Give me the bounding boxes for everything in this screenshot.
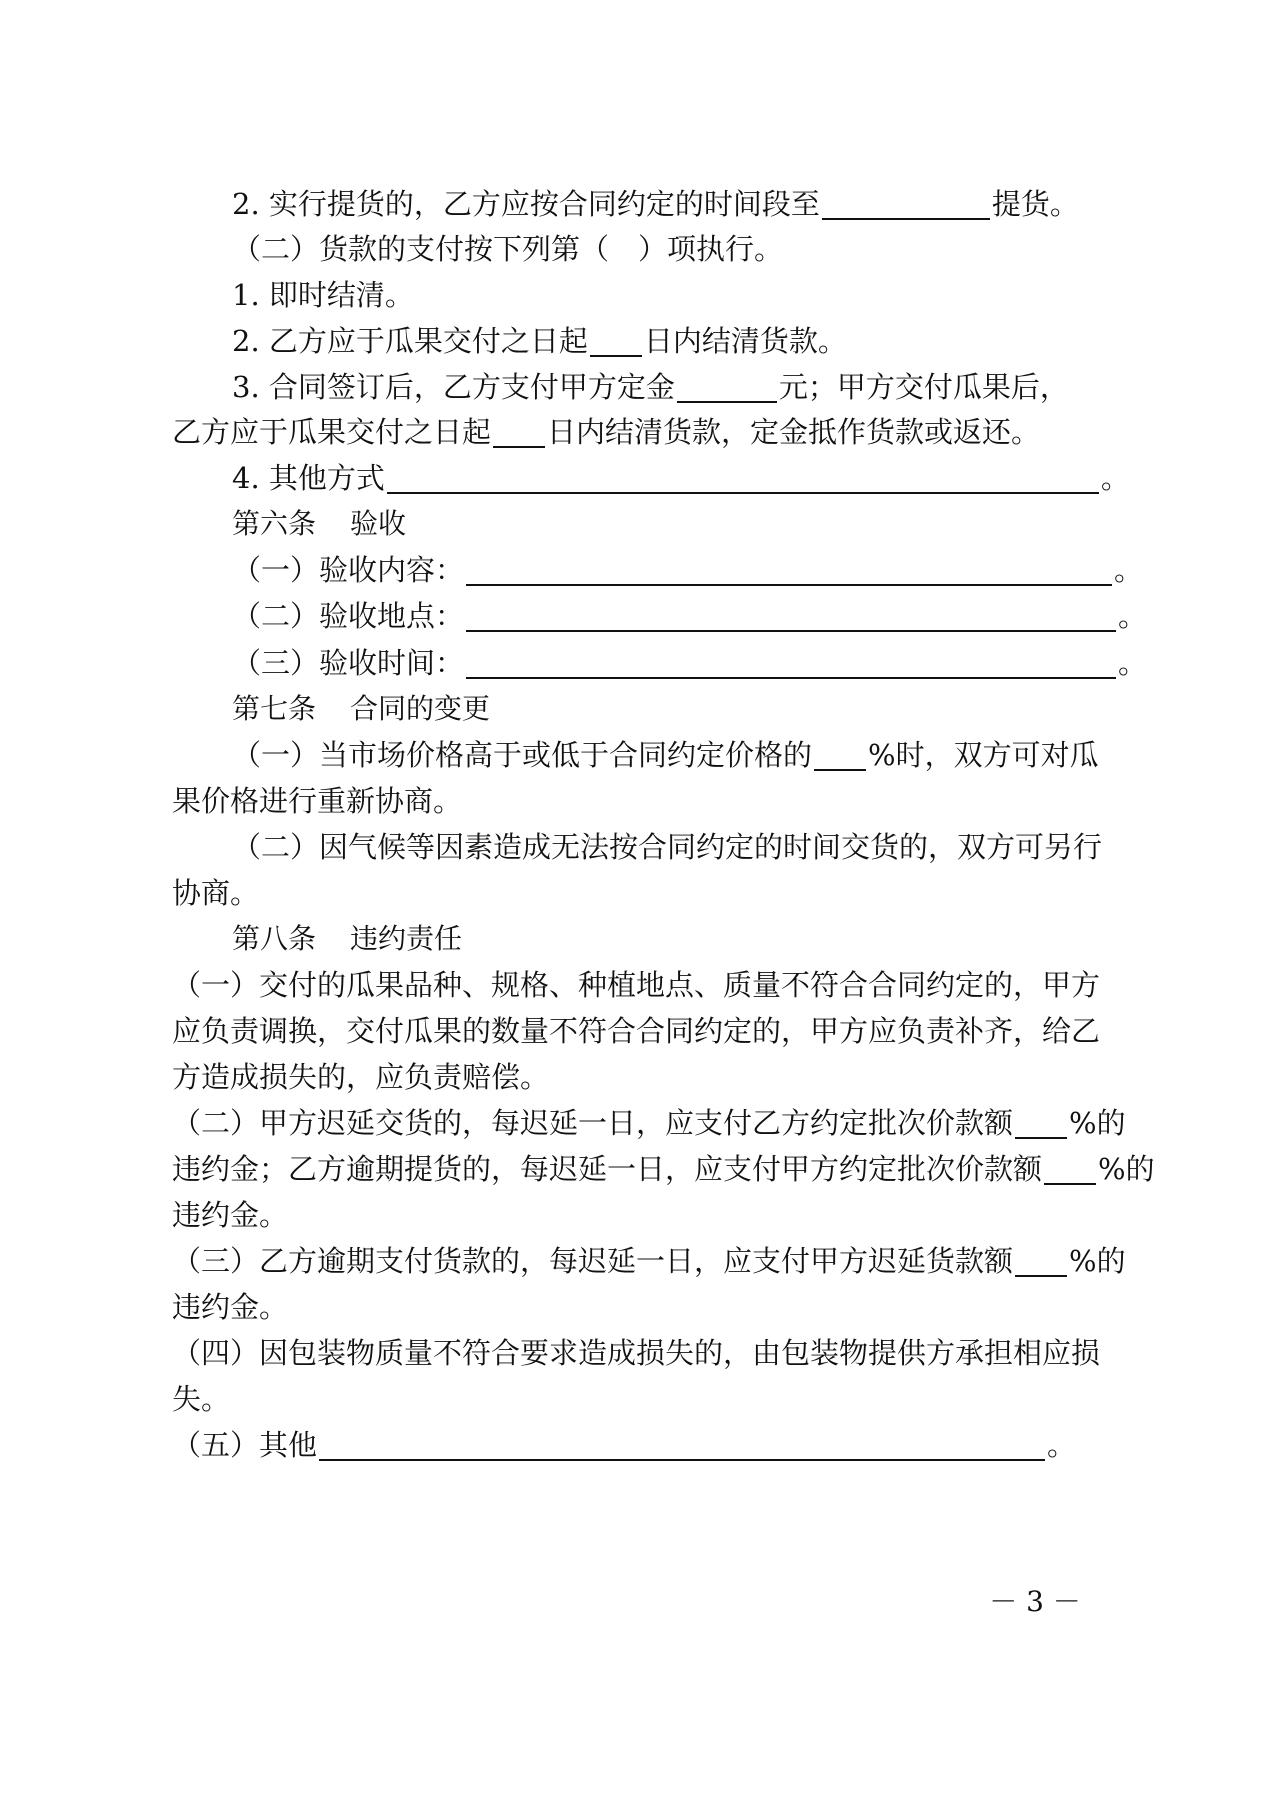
text: （三）验收时间： bbox=[232, 646, 465, 680]
text: 协商。 bbox=[172, 876, 260, 910]
text: 提货。 bbox=[991, 187, 1079, 221]
blank-field[interactable] bbox=[387, 462, 1099, 494]
text: %时，双方可对瓜 bbox=[868, 738, 1099, 772]
blank-field[interactable] bbox=[590, 325, 642, 357]
sec7-line-3 bbox=[232, 824, 1140, 870]
text: 2. 乙方应于瓜果交付之日起 bbox=[232, 324, 588, 358]
page-number bbox=[0, 1580, 1280, 1620]
text: %的 bbox=[1098, 1152, 1155, 1186]
sec8-p1-line-2 bbox=[172, 1008, 1140, 1054]
page-number-text: － 3 － bbox=[989, 1585, 1081, 1618]
text: （一）交付的瓜果品种、规格、种植地点、质量不符合合同约定的，甲方 bbox=[172, 968, 1101, 1002]
text: 4. 其他方式 bbox=[232, 461, 385, 495]
blank-field[interactable] bbox=[466, 600, 1116, 632]
text: （二）货款的支付按下列第（ ）项执行。 bbox=[232, 232, 784, 266]
sec8-p2-line-1 bbox=[172, 1100, 1140, 1146]
text: 3. 合同签订后，乙方支付甲方定金 bbox=[232, 370, 675, 404]
text: （一）验收内容： bbox=[232, 553, 465, 587]
text: 。 bbox=[1118, 646, 1148, 680]
sec8-p3-line-2 bbox=[172, 1284, 1140, 1330]
article-number: 第七条 bbox=[232, 692, 317, 725]
sec8-p5-line-1 bbox=[172, 1422, 1140, 1468]
sec6-title bbox=[232, 501, 1140, 547]
sec8-p1-line-3 bbox=[172, 1054, 1140, 1100]
blank-field[interactable] bbox=[1044, 1153, 1096, 1185]
text: （五）其他 bbox=[172, 1428, 318, 1462]
sec5-line-6 bbox=[172, 409, 1140, 455]
text: （二）验收地点： bbox=[232, 599, 465, 633]
text: 元；甲方交付瓜果后， bbox=[778, 370, 1069, 404]
sec8-p4-line-1 bbox=[172, 1330, 1140, 1376]
sec7-title bbox=[232, 686, 1140, 732]
sec8-p4-line-2 bbox=[172, 1376, 1140, 1422]
text: 方造成损失的，应负责赔偿。 bbox=[172, 1060, 550, 1094]
sec8-p2-line-2 bbox=[172, 1146, 1155, 1192]
text: 。 bbox=[1118, 599, 1148, 633]
sec5-line-4 bbox=[232, 318, 1140, 364]
sec5-line-5 bbox=[232, 364, 1140, 410]
sec8-p2-line-3 bbox=[172, 1192, 1140, 1238]
text: %的 bbox=[1069, 1244, 1126, 1278]
text: 乙方应于瓜果交付之日起 bbox=[172, 415, 492, 449]
blank-field[interactable] bbox=[814, 739, 866, 771]
text: （三）乙方逾期支付货款的，每迟延一日，应支付甲方迟延货款额 bbox=[172, 1244, 1014, 1278]
text: 违约金。 bbox=[172, 1198, 289, 1232]
sec5-line-3 bbox=[232, 272, 1140, 318]
sec7-line-1 bbox=[232, 732, 1140, 778]
sec8-p3-line-1 bbox=[172, 1238, 1140, 1284]
blank-field[interactable] bbox=[466, 554, 1112, 586]
text: （一）当市场价格高于或低于合同约定价格的 bbox=[232, 738, 813, 772]
sec6-line-2 bbox=[232, 593, 1148, 639]
sec6-line-3 bbox=[232, 640, 1148, 686]
blank-field[interactable] bbox=[466, 647, 1116, 679]
sec7-line-2 bbox=[172, 778, 1140, 824]
text: 。 bbox=[1114, 553, 1144, 587]
blank-field[interactable] bbox=[1015, 1107, 1067, 1139]
article-title: 违约责任 bbox=[350, 922, 463, 955]
text: （二）甲方迟延交货的，每迟延一日，应支付乙方约定批次价款额 bbox=[172, 1106, 1014, 1140]
article-number: 第八条 bbox=[232, 922, 317, 955]
sec5-line-2 bbox=[232, 226, 1140, 272]
text: 失。 bbox=[172, 1382, 231, 1416]
sec6-line-1 bbox=[232, 547, 1144, 593]
blank-field[interactable] bbox=[822, 188, 990, 220]
blank-field[interactable] bbox=[493, 416, 545, 448]
text: 。 bbox=[1100, 461, 1130, 495]
text: 。 bbox=[1047, 1428, 1077, 1462]
sec8-title bbox=[232, 916, 1140, 962]
text: 1. 即时结清。 bbox=[232, 278, 414, 312]
article-number: 第六条 bbox=[232, 507, 317, 540]
text: %的 bbox=[1069, 1106, 1126, 1140]
text: 违约金；乙方逾期提货的，每迟延一日，应支付甲方约定批次价款额 bbox=[172, 1152, 1043, 1186]
sec5-line-1 bbox=[232, 181, 1140, 227]
text: （二）因气候等因素造成无法按合同约定的时间交货的，双方可另行 bbox=[232, 830, 1103, 864]
blank-field[interactable] bbox=[319, 1429, 1045, 1461]
blank-field[interactable] bbox=[1015, 1245, 1067, 1277]
blank-field[interactable] bbox=[677, 371, 777, 403]
sec7-line-4 bbox=[172, 870, 1140, 916]
text: 果价格进行重新协商。 bbox=[172, 784, 463, 818]
text: 违约金。 bbox=[172, 1290, 289, 1324]
text: 应负责调换，交付瓜果的数量不符合合同约定的，甲方应负责补齐，给乙 bbox=[172, 1014, 1101, 1048]
article-title: 验收 bbox=[350, 507, 407, 540]
text: （四）因包装物质量不符合要求造成损失的，由包装物提供方承担相应损 bbox=[172, 1336, 1101, 1370]
text: 日内结清货款，定金抵作货款或返还。 bbox=[547, 415, 1041, 449]
text: 2. 实行提货的，乙方应按合同约定的时间段至 bbox=[232, 187, 820, 221]
text: 日内结清货款。 bbox=[643, 324, 847, 358]
sec8-p1-line-1 bbox=[172, 962, 1140, 1008]
sec5-line-7 bbox=[232, 455, 1140, 501]
article-title: 合同的变更 bbox=[350, 692, 491, 725]
